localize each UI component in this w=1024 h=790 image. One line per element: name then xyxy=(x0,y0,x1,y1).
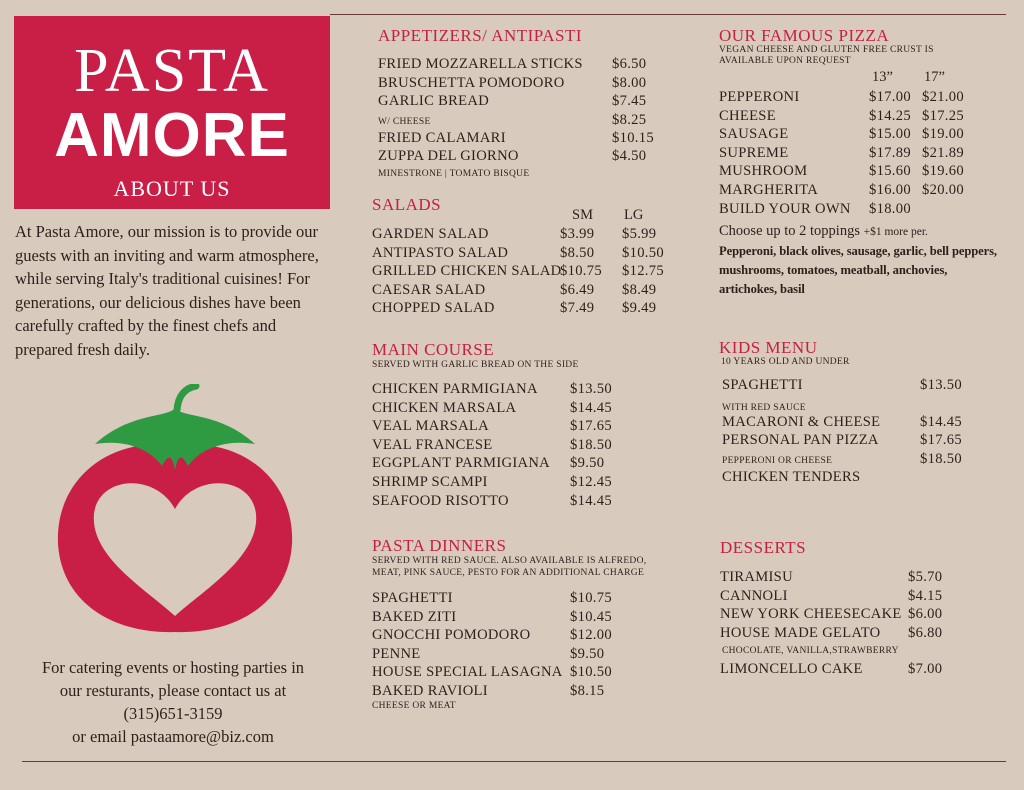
list-item: W/ CHEESE $8.25 xyxy=(378,111,647,128)
list-item: FRIED CALAMARI $10.15 xyxy=(378,129,654,146)
list-item: ANTIPASTO SALAD $8.50 $10.50 xyxy=(372,244,664,261)
list-item: SUPREME $17.89 $21.89 xyxy=(719,144,964,161)
list-item: EGGPLANT PARMIGIANA $9.50 xyxy=(372,455,605,472)
about-paragraph: At Pasta Amore, our mission is to provide our guests with an inviting and warm atmosphere, while serving Italy's traditional cuisines! For generations, our delicious dishes have been carefully crafted by the finest chefs and prepared fresh daily. xyxy=(15,222,319,359)
catering-info xyxy=(14,656,332,748)
list-item: TIRAMISU $5.70 xyxy=(720,569,943,585)
list-item: VEAL MARSALA $17.65 xyxy=(372,418,612,435)
list-item: ZUPPA DEL GIORNO $4.50 xyxy=(378,148,647,165)
main-course-note: SERVED WITH GARLIC BREAD ON THE SIDE xyxy=(372,360,579,370)
list-item: CHOPPED SALAD $7.49 $9.49 xyxy=(372,300,657,317)
list-item: HOUSE SPECIAL LASAGNA $10.50 xyxy=(372,664,612,681)
list-item: MUSHROOM $15.60 $19.60 xyxy=(719,163,964,180)
list-item: SPAGHETTI $10.75 xyxy=(372,590,612,606)
list-item: GNOCCHI POMODORO $12.00 xyxy=(372,627,612,644)
desserts-list xyxy=(720,568,943,679)
list-item: GRILLED CHICKEN SALAD $10.75 $12.75 xyxy=(372,263,664,280)
list-item: WITH RED SAUCE xyxy=(722,402,806,413)
pizza-title: OUR FAMOUS PIZZA xyxy=(719,26,890,45)
pizza-col-13: 13” xyxy=(872,69,893,85)
kids-note: 10 YEARS OLD AND UNDER xyxy=(721,357,850,367)
list-item: PENNE $9.50 xyxy=(372,645,605,662)
list-item: CHICKEN PARMIGIANA $13.50 xyxy=(372,381,612,397)
appetizers-title: APPETIZERS/ ANTIPASTI xyxy=(378,26,582,45)
kids-title: KIDS MENU xyxy=(719,338,818,357)
pasta-note-2: MEAT, PINK SAUCE, PESTO FOR AN ADDITIONAL CHARGE xyxy=(372,568,645,578)
list-item: BAKED RAVIOLI $8.15 xyxy=(372,682,605,699)
pizza-col-17: 17” xyxy=(924,69,945,85)
list-item: SPAGHETTI $13.50 xyxy=(722,377,962,393)
list-item: PEPPERONI $17.00 $21.00 xyxy=(719,89,964,105)
bottom-divider xyxy=(22,761,1006,762)
salads-list xyxy=(372,225,664,318)
logo-amore: AMORE xyxy=(54,101,290,170)
pizza-list xyxy=(719,88,964,218)
list-item: PERSONAL PAN PIZZA $17.65 xyxy=(722,432,962,449)
appetizers-list xyxy=(378,55,654,166)
catering-phone: (315)651-3159 xyxy=(123,704,223,723)
list-item: VEAL FRANCESE $18.50 xyxy=(372,436,612,453)
toppings-intro: Choose up to 2 toppings +$1 more per. xyxy=(719,223,928,239)
kids-list xyxy=(722,376,962,487)
list-item: LIMONCELLO CAKE $7.00 xyxy=(720,661,943,678)
salads-title: SALADS xyxy=(372,195,442,214)
pasta-footnote: CHEESE OR MEAT xyxy=(372,701,456,711)
list-item: PEPPERONI OR CHEESE $18.50 xyxy=(722,450,962,467)
list-item: CHEESE $14.25 $17.25 xyxy=(719,107,964,124)
tomato-heart-icon xyxy=(50,384,300,634)
main-course-list xyxy=(372,380,612,510)
pizza-toppings xyxy=(719,222,999,299)
desserts-title: DESSERTS xyxy=(720,538,807,557)
pasta-note-1: SERVED WITH RED SAUCE. ALSO AVAILABLE IS ALFREDO, xyxy=(372,556,647,566)
catering-line-2: our resturants, please contact us at xyxy=(59,681,287,700)
list-item: BRUSCHETTA POMODORO $8.00 xyxy=(378,74,647,91)
list-item: NEW YORK CHEESECAKE $6.00 xyxy=(720,606,943,623)
pizza-note-1: VEGAN CHEESE AND GLUTEN FREE CRUST IS xyxy=(719,45,934,55)
list-item: FRIED MOZZARELLA STICKS $6.50 xyxy=(378,56,647,72)
appetizers-note: MINESTRONE | TOMATO BISQUE xyxy=(378,169,530,179)
about-us-heading: ABOUT US xyxy=(113,176,231,201)
top-divider xyxy=(330,14,1006,15)
list-item: BUILD YOUR OWN $18.00 xyxy=(719,200,911,217)
catering-line-1: For catering events or hosting parties in xyxy=(41,658,305,677)
list-item: GARDEN SALAD $3.99 $5.99 xyxy=(372,226,657,242)
list-item: SAUSAGE $15.00 $19.00 xyxy=(719,126,964,143)
list-item: SEAFOOD RISOTTO $14.45 xyxy=(372,492,612,509)
logo-panel xyxy=(14,16,330,209)
list-item: MACARONI & CHEESE $14.45 xyxy=(722,413,962,430)
list-item: CAESAR SALAD $6.49 $8.49 xyxy=(372,281,657,298)
list-item: CHOCOLATE, VANILLA,STRAWBERRY xyxy=(722,646,899,657)
list-item: HOUSE MADE GELATO $6.80 xyxy=(720,624,943,641)
pizza-note-2: AVAILABLE UPON REQUEST xyxy=(719,56,851,66)
list-item: CHICKEN MARSALA $14.45 xyxy=(372,399,612,416)
list-item: SHRIMP SCAMPI $12.45 xyxy=(372,473,612,490)
pasta-list xyxy=(372,589,612,701)
list-item: CANNOLI $4.15 xyxy=(720,587,943,604)
logo-pasta: PASTA xyxy=(74,37,270,105)
catering-email: or email pastaamore@biz.com xyxy=(72,727,274,746)
pasta-title: PASTA DINNERS xyxy=(372,536,507,555)
list-item: MARGHERITA $16.00 $20.00 xyxy=(719,181,964,198)
list-item: CHICKEN TENDERS xyxy=(722,469,861,486)
main-course-title: MAIN COURSE xyxy=(372,340,495,359)
salads-col-sm: SM xyxy=(572,207,593,223)
list-item: GARLIC BREAD $7.45 xyxy=(378,93,647,110)
toppings-list: Pepperoni, black olives, sausage, garlic, bell peppers, mushrooms, tomatoes, meatball, anchovies, artichokes, basil xyxy=(719,244,997,296)
list-item: BAKED ZITI $10.45 xyxy=(372,608,612,625)
salads-col-lg: LG xyxy=(624,207,644,223)
